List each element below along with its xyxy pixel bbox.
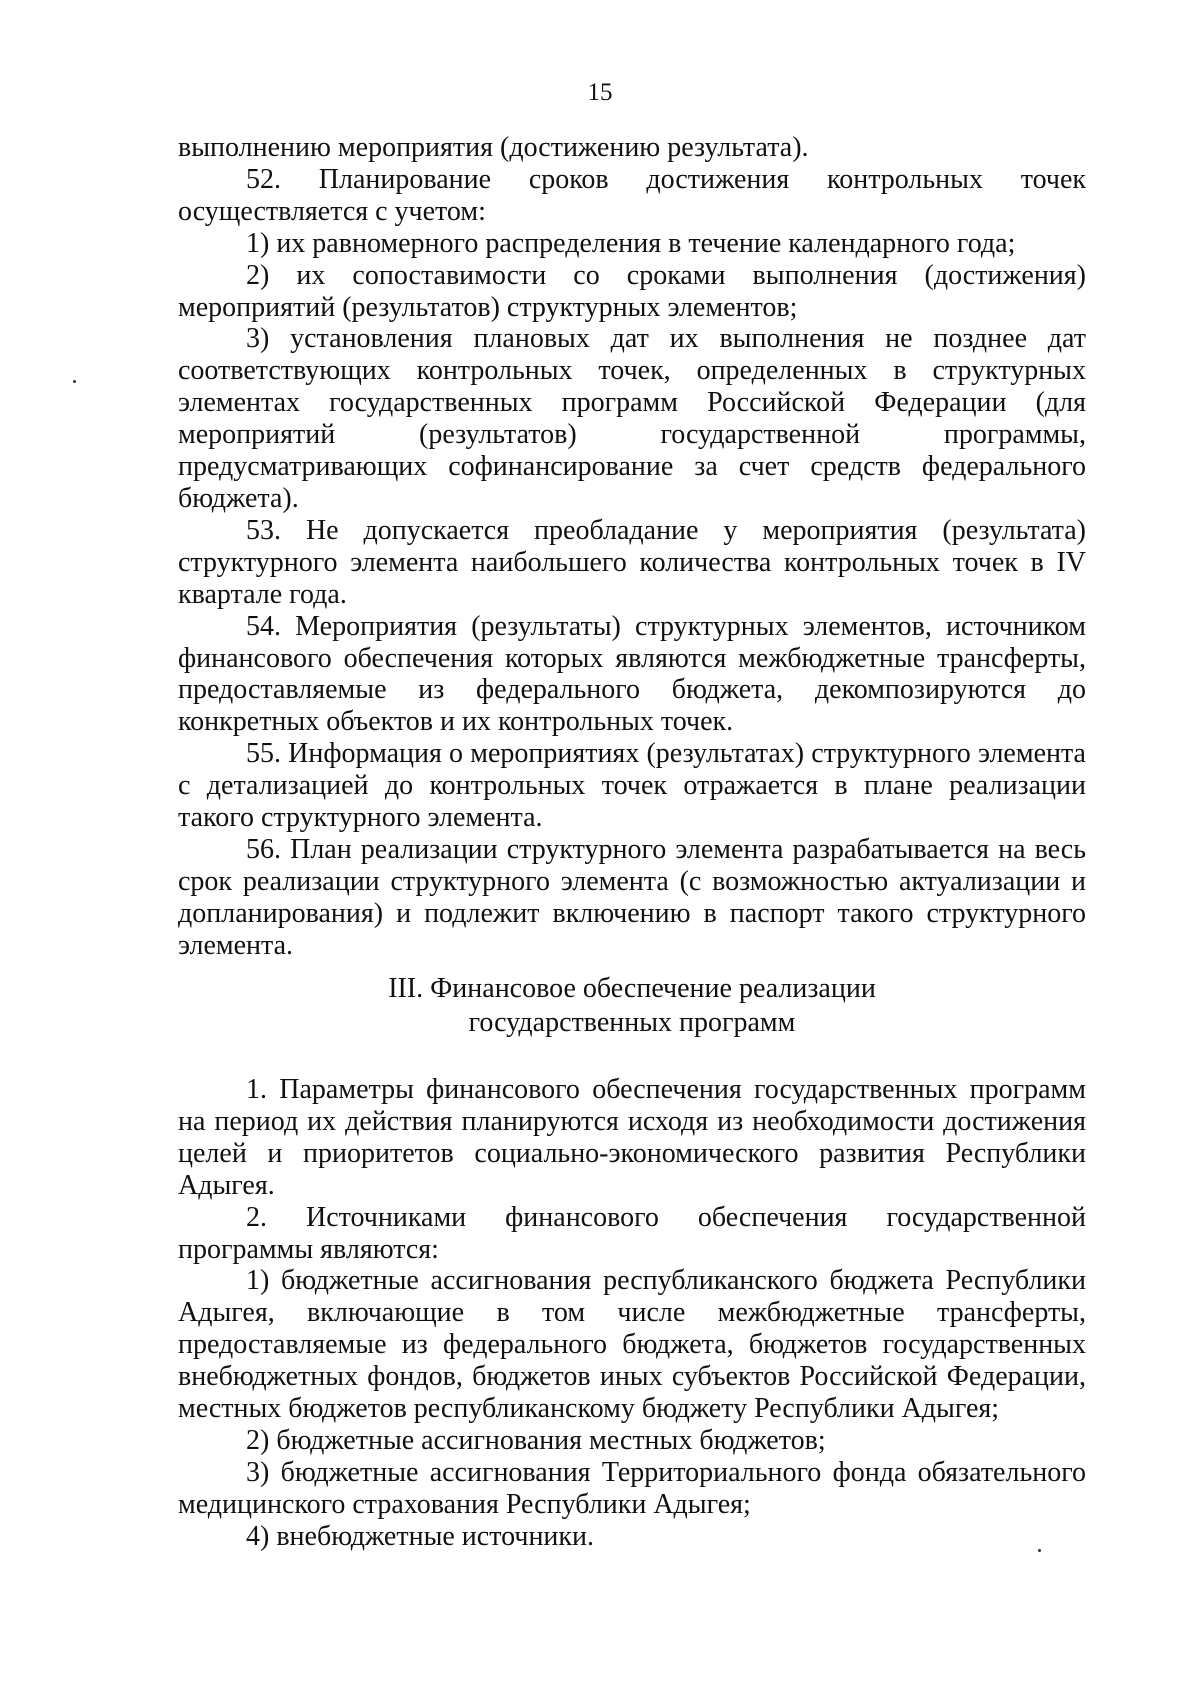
body-text-before-section bbox=[178, 132, 1086, 962]
section-heading-line-1: III. Финансовое обеспечение реализации bbox=[388, 973, 876, 1004]
body-text-after-section bbox=[178, 1074, 1086, 1553]
paragraph-55: 55. Информация о мероприятиях (результатах) структурного элемента с детализацией до контрольных точек отражается в плане реализации такого структурного элемента. bbox=[178, 738, 1086, 834]
paragraph-52-item-3: 3) установления плановых дат их выполнения не позднее дат соответствующих контрольных точек, определенных в структурных элементах государственных программ Российской Федерации (для мероприятий (результатов) государственной программы, предусматривающих софинансирование за счет средств федерального бюджета). bbox=[178, 323, 1086, 514]
paragraph-iii-2-item-3: 3) бюджетные ассигнования Территориального фонда обязательного медицинского страхования Республики Адыгея; bbox=[178, 1456, 1086, 1520]
scan-speck-right bbox=[1038, 1549, 1041, 1552]
paragraph-iii-2-item-2: 2) бюджетные ассигнования местных бюджетов; bbox=[246, 1424, 826, 1456]
paragraph-53: 53. Не допускается преобладание у мероприятия (результата) структурного элемента наибольшего количества контрольных точек в IV квартале года. bbox=[178, 514, 1086, 610]
paragraph-52: 52. Планирование сроков достижения контрольных точек осуществляется с учетом: bbox=[178, 163, 1086, 227]
section-heading-line-2: государственных программ bbox=[468, 1007, 796, 1038]
paragraph-56: 56. План реализации структурного элемента разрабатывается на весь срок реализации структурного элемента (с возможностью актуализации и допланирования) и подлежит включению в паспорт такого структурного элемента. bbox=[178, 833, 1086, 961]
paragraph-iii-2: 2. Источниками финансового обеспечения государственной программы являются: bbox=[178, 1201, 1086, 1265]
paragraph-continuation: выполнению мероприятия (достижению результата). bbox=[178, 132, 809, 163]
paragraph-52-item-1: 1) их равномерного распределения в течение календарного года; bbox=[246, 227, 1016, 259]
paragraph-52-item-2: 2) их сопоставимости со сроками выполнения (достижения) мероприятий (результатов) структурных элементов; bbox=[178, 259, 1086, 323]
section-heading bbox=[178, 972, 1086, 1040]
paragraph-54: 54. Мероприятия (результаты) структурных элементов, источником финансового обеспечения которых являются межбюджетные трансферты, предоставляемые из федерального бюджета, декомпозируются до конкретных объектов и их контрольных точек. bbox=[178, 610, 1086, 738]
paragraph-iii-1: 1. Параметры финансового обеспечения государственных программ на период их действия планируются исходя из необходимости достижения целей и приоритетов социально-экономического развития Республики Адыгея. bbox=[178, 1074, 1086, 1201]
paragraph-iii-2-item-4: 4) внебюджетные источники. bbox=[246, 1520, 595, 1552]
paragraph-iii-2-item-1: 1) бюджетные ассигнования республиканского бюджета Республики Адыгея, включающие в том числе межбюджетные трансферты, предоставляемые из федерального бюджета, бюджетов государственных внебюджетных фондов, бюджетов иных субъектов Российской Федерации, местных бюджетов республиканскому бюджету Республики Адыгея; bbox=[178, 1265, 1086, 1425]
scan-speck-left bbox=[73, 380, 76, 383]
page-number: 15 bbox=[587, 79, 613, 106]
